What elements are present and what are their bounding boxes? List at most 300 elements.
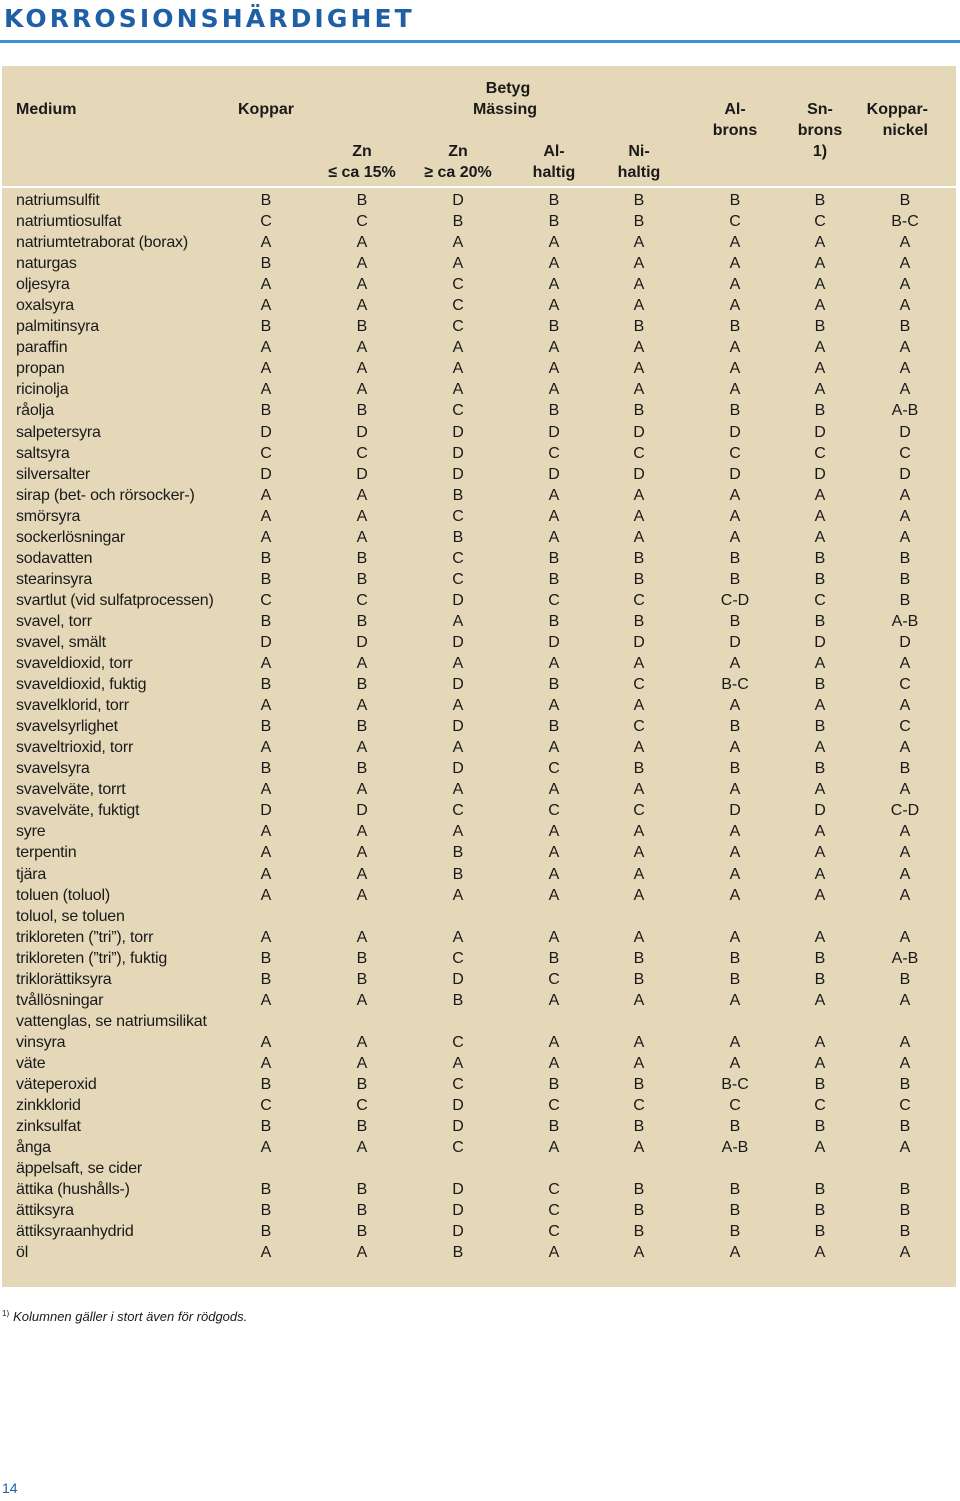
medium-cell: svavelväte, torrt [16,781,126,799]
rating-cell: A [452,255,464,273]
rating-cell: D [452,1118,464,1136]
rating-cell: A [633,1244,645,1262]
rating-cell: C [452,402,464,420]
rating-cell: B [452,865,464,883]
medium-cell: ättika (hushålls-) [16,1181,130,1199]
medium-cell: zinkklorid [16,1097,81,1115]
rating-cell: A [356,360,368,378]
header-zn2-top: Zn [448,143,468,160]
medium-cell: toluol, se toluen [16,907,125,925]
rating-cell: B [356,970,368,988]
rating-cell: B [729,949,741,967]
title-rule [0,40,960,43]
rating-cell: B [814,570,826,588]
rating-cell: A [729,928,741,946]
rating-cell: C [452,276,464,294]
rating-cell: A [356,991,368,1009]
medium-cell: svaveldioxid, torr [16,655,133,673]
table-row [0,779,960,800]
rating-cell: A [814,739,826,757]
rating-cell: A [548,360,560,378]
rating-cell: D [452,760,464,778]
rating-cell: A [814,823,826,841]
table-body [0,190,960,1263]
header-koppar-nickel-bottom: nickel [882,122,928,139]
rating-cell: B [356,1075,368,1093]
rating-cell: B [729,1181,741,1199]
rating-cell: C [548,591,560,609]
header-ni-haltig-bottom: haltig [617,164,661,181]
rating-cell: D [356,633,368,651]
rating-cell: B [633,192,645,209]
header-separator [2,186,956,188]
rating-cell: A [814,1244,826,1262]
rating-cell: B [452,213,464,231]
rating-cell: C-D [720,591,750,609]
table-row [0,1032,960,1053]
medium-cell: salpetersyra [16,423,101,441]
rating-cell: A [260,507,272,525]
table-row [0,695,960,716]
rating-cell: A-B [891,612,919,630]
rating-cell: A [452,612,464,630]
rating-cell: B [814,1075,826,1093]
rating-cell: A [260,339,272,357]
rating-cell: A [633,339,645,357]
rating-cell: A [548,234,560,252]
rating-cell: A [260,1054,272,1072]
table-row [0,190,960,211]
rating-cell: B [548,676,560,694]
rating-cell: A [356,823,368,841]
rating-cell: A [729,381,741,399]
rating-cell: A [729,255,741,273]
rating-cell: B [260,192,272,209]
rating-cell: A [814,360,826,378]
rating-cell: B [633,760,645,778]
header-sn-brons-note: 1) [812,143,828,160]
rating-cell: D [729,633,741,651]
rating-cell: B [260,255,272,273]
rating-cell: C [633,1097,645,1115]
rating-cell: B [633,612,645,630]
rating-cell: C [452,1075,464,1093]
rating-cell: B [260,549,272,567]
rating-cell: A [814,381,826,399]
rating-cell: B [633,1202,645,1220]
rating-cell: B [548,402,560,420]
rating-cell: B [899,192,911,209]
table-row [0,316,960,337]
medium-cell: svavel, torr [16,612,92,630]
rating-cell: B [356,760,368,778]
medium-cell: svavelklorid, torr [16,697,129,715]
rating-cell: C [814,213,826,231]
rating-cell: A [548,276,560,294]
rating-cell: A [729,297,741,315]
rating-cell: C [548,1223,560,1241]
rating-cell: A [260,1033,272,1051]
rating-cell: C [452,802,464,820]
rating-cell: B [548,318,560,336]
table-row [0,674,960,695]
rating-cell: C [452,507,464,525]
page-title: KORROSIONSHÄRDIGHET [4,4,415,33]
medium-cell: silversalter [16,465,91,483]
rating-cell: B [729,612,741,630]
rating-cell: B [452,844,464,862]
rating-cell: B [633,549,645,567]
rating-cell: A [633,928,645,946]
rating-cell: D [452,1223,464,1241]
rating-cell: B [260,1223,272,1241]
rating-cell: A [356,655,368,673]
table-row [0,800,960,821]
rating-cell: A [729,276,741,294]
rating-cell: A [729,234,741,252]
table-row [0,611,960,632]
table-row [0,548,960,569]
rating-cell: B [899,760,911,778]
rating-cell: C [356,1097,368,1115]
rating-cell: B [899,318,911,336]
rating-cell: B [729,760,741,778]
rating-cell: B [729,192,741,209]
rating-cell: A [356,865,368,883]
rating-cell: C [260,591,272,609]
rating-cell: A [548,886,560,904]
rating-cell: A [548,781,560,799]
rating-cell: B [548,192,560,209]
table-row [0,948,960,969]
table-row [0,885,960,906]
header-medium: Medium [16,101,77,118]
medium-cell: svavelsyra [16,760,90,778]
rating-cell: C [452,549,464,567]
medium-cell: ättiksyraanhydrid [16,1223,134,1241]
rating-cell: A [633,528,645,546]
rating-cell: A [814,528,826,546]
rating-cell: C [633,444,645,462]
rating-cell: B [729,1202,741,1220]
rating-cell: A [356,739,368,757]
rating-cell: A [814,781,826,799]
medium-cell: sirap (bet- och rörsocker-) [16,486,195,504]
rating-cell: B [356,570,368,588]
rating-cell: B [899,570,911,588]
rating-cell: A-B [891,402,919,420]
rating-cell: D [452,676,464,694]
rating-cell: C [548,802,560,820]
rating-cell: A [729,1054,741,1072]
rating-cell: A [729,528,741,546]
table-row [0,295,960,316]
footnote-marker: 1) [2,1309,10,1318]
rating-cell: A [356,781,368,799]
rating-cell: A [633,865,645,883]
rating-cell: C [452,570,464,588]
rating-cell: A [633,655,645,673]
rating-cell: A [899,928,911,946]
table-row [0,464,960,485]
rating-cell: A [633,781,645,799]
table-row [0,1116,960,1137]
rating-cell: B [814,612,826,630]
rating-cell: B [814,1181,826,1199]
medium-cell: smörsyra [16,507,81,525]
rating-cell: B [356,1181,368,1199]
rating-cell: C [899,676,911,694]
table-row [0,443,960,464]
rating-cell: A [260,865,272,883]
rating-cell: C [633,718,645,736]
rating-cell: A [633,1033,645,1051]
rating-cell: A [899,339,911,357]
rating-cell: D [356,802,368,820]
rating-cell: B [899,970,911,988]
rating-cell: A [548,1033,560,1051]
medium-cell: natriumtetraborat (borax) [16,234,188,252]
rating-cell: A [633,697,645,715]
medium-cell: natriumsulfit [16,192,100,209]
table-row [0,422,960,443]
rating-cell: A [899,739,911,757]
table-row [0,864,960,885]
table-row [0,590,960,611]
rating-cell: B [356,549,368,567]
rating-cell: C [814,591,826,609]
rating-cell: A [548,255,560,273]
rating-cell: C [452,949,464,967]
rating-cell: A [899,507,911,525]
table-row [0,232,960,253]
medium-cell: ånga [16,1139,51,1157]
rating-cell: C [633,676,645,694]
rating-cell: C [548,444,560,462]
table-row [0,1011,960,1032]
rating-cell: A [899,1244,911,1262]
header-koppar: Koppar [238,101,294,118]
medium-cell: vinsyra [16,1033,66,1051]
rating-cell: A [260,528,272,546]
rating-cell: A [356,697,368,715]
rating-cell: B [260,570,272,588]
medium-cell: svavelsyrlighet [16,718,118,736]
medium-cell: oljesyra [16,276,70,294]
rating-cell: B [452,486,464,504]
rating-cell: A [260,297,272,315]
rating-cell: A [814,234,826,252]
rating-cell: A [633,1139,645,1157]
rating-cell: A [729,360,741,378]
table-row [0,1053,960,1074]
rating-cell: B [260,1118,272,1136]
rating-cell: B [356,1202,368,1220]
rating-cell: A [260,360,272,378]
rating-cell: A [356,276,368,294]
medium-cell: äppelsaft, se cider [16,1160,143,1178]
rating-cell: A [260,697,272,715]
rating-cell: B [356,192,368,209]
rating-cell: D [633,465,645,483]
rating-cell: A [899,1054,911,1072]
rating-cell: A [452,928,464,946]
rating-cell: A [814,655,826,673]
rating-cell: A [899,655,911,673]
medium-cell: svaveldioxid, fuktig [16,676,147,694]
rating-cell: A-B [891,949,919,967]
rating-cell: B [899,591,911,609]
rating-cell: D [633,423,645,441]
rating-cell: D [729,465,741,483]
rating-cell: B-C [721,676,749,694]
rating-cell: A [729,886,741,904]
rating-cell: A [729,781,741,799]
rating-cell: A [814,865,826,883]
rating-cell: B [729,318,741,336]
rating-cell: D [899,423,911,441]
rating-cell: A [260,739,272,757]
table-row [0,506,960,527]
rating-cell: B [814,949,826,967]
table-row [0,400,960,421]
rating-cell: A [899,486,911,504]
rating-cell: A [814,255,826,273]
rating-cell: A [356,528,368,546]
rating-cell: A [899,844,911,862]
rating-cell: B [260,949,272,967]
table-row [0,632,960,653]
rating-cell: A [260,276,272,294]
rating-cell: C [899,444,911,462]
rating-cell: D [548,423,560,441]
rating-cell: A [899,360,911,378]
medium-cell: svartlut (vid sulfatprocessen) [16,591,214,609]
table-row [0,1074,960,1095]
rating-cell: C [452,1033,464,1051]
rating-cell: A [548,928,560,946]
rating-cell: A [633,739,645,757]
rating-cell: A [452,823,464,841]
rating-cell: A [814,1033,826,1051]
rating-cell: A [814,276,826,294]
rating-cell: D [899,633,911,651]
rating-cell: C [548,1202,560,1220]
header-massing: Mässing [472,101,538,118]
medium-cell: saltsyra [16,444,70,462]
rating-cell: A [452,655,464,673]
rating-cell: B [899,1118,911,1136]
rating-cell: D [452,1181,464,1199]
header-al-haltig-bottom: haltig [532,164,576,181]
rating-cell: B [899,1223,911,1241]
medium-cell: ricinolja [16,381,69,399]
rating-cell: D [548,633,560,651]
rating-cell: B [260,970,272,988]
rating-cell: A [356,928,368,946]
rating-cell: C [729,1097,741,1115]
medium-cell: svaveltrioxid, torr [16,739,134,757]
rating-cell: C [548,1181,560,1199]
rating-cell: C [260,444,272,462]
rating-cell: D [260,633,272,651]
table-row [0,253,960,274]
rating-cell: C [729,213,741,231]
rating-cell: B-C [721,1075,749,1093]
table-row [0,716,960,737]
page-number: 14 [2,1480,18,1496]
rating-cell: A [899,781,911,799]
rating-cell: A [899,1139,911,1157]
rating-cell: B [814,402,826,420]
rating-cell: A [899,823,911,841]
rating-cell: B [729,402,741,420]
rating-cell: B [729,718,741,736]
rating-cell: A [356,381,368,399]
rating-cell: C [814,1097,826,1115]
rating-cell: A [729,1033,741,1051]
rating-cell: B [548,949,560,967]
medium-cell: tvållösningar [16,991,104,1009]
rating-cell: A [356,1244,368,1262]
rating-cell: A [899,234,911,252]
table-row [0,1137,960,1158]
rating-cell: B [260,1181,272,1199]
medium-cell: svavel, smält [16,633,106,651]
medium-cell: stearinsyra [16,570,93,588]
rating-cell: A [899,865,911,883]
medium-cell: syre [16,823,46,841]
rating-cell: A [633,234,645,252]
header-al-brons-top: Al- [724,101,746,118]
rating-cell: C-D [890,802,920,820]
rating-cell: A [260,781,272,799]
rating-cell: A [452,697,464,715]
footnote-text: Kolumnen gäller i stort även för rödgods. [13,1309,248,1324]
rating-cell: A [260,486,272,504]
rating-cell: A [633,276,645,294]
rating-cell: C [729,444,741,462]
rating-cell: A [814,886,826,904]
rating-cell: B [260,676,272,694]
rating-cell: B [633,1075,645,1093]
rating-cell: C [356,444,368,462]
medium-cell: natriumtiosulfat [16,213,122,231]
rating-cell: B [633,570,645,588]
rating-cell: A [452,339,464,357]
medium-cell: oxalsyra [16,297,74,315]
rating-cell: B [633,213,645,231]
rating-cell: C [452,297,464,315]
rating-cell: A [899,991,911,1009]
rating-cell: A [899,381,911,399]
rating-cell: A [814,1054,826,1072]
medium-cell: svavelväte, fuktigt [16,802,140,820]
rating-cell: A [899,1033,911,1051]
table-row [0,274,960,295]
rating-cell: B [633,402,645,420]
rating-cell: A [633,886,645,904]
table-row [0,842,960,863]
rating-cell: B [548,549,560,567]
rating-cell: A [452,360,464,378]
rating-cell: D [452,970,464,988]
rating-cell: C [814,444,826,462]
rating-cell: A [548,865,560,883]
header-zn1-bottom: ≤ ca 15% [328,164,396,181]
rating-cell: A [814,297,826,315]
medium-cell: terpentin [16,844,77,862]
